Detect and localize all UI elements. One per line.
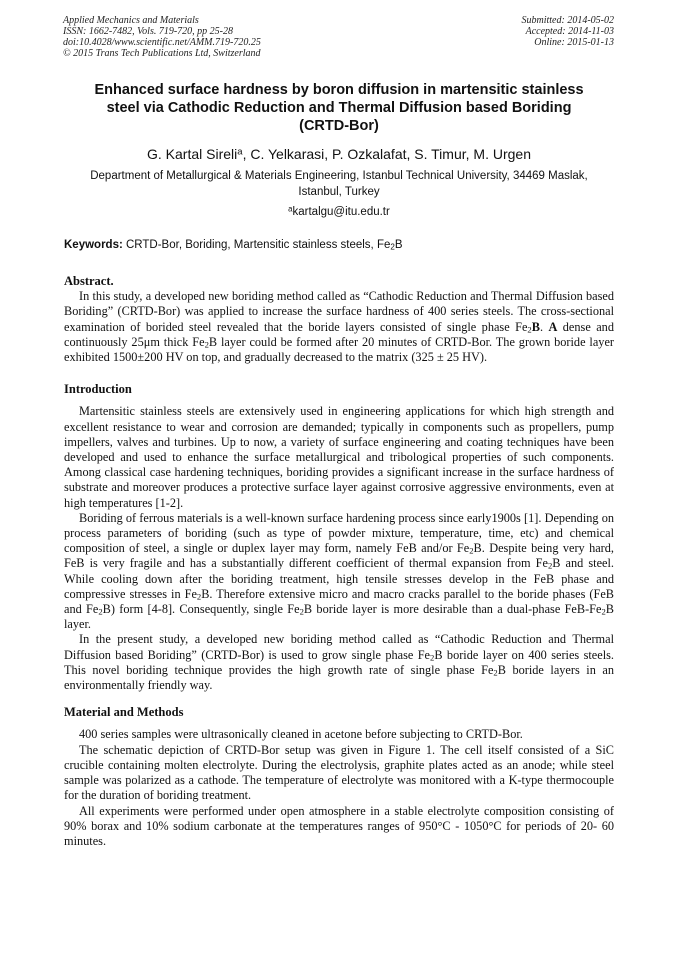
keywords-label: Keywords:	[64, 239, 123, 251]
text-run: In the present study, a developed new boriding method called as “Cathodic Reduction and Thermal Diffusion based Boriding” (CRTD-Bor) is used to grow single phase Fe	[64, 632, 614, 662]
abstract-text	[64, 289, 614, 365]
online-date: Online: 2015-01-13	[534, 37, 614, 48]
subscript: 2	[299, 606, 304, 617]
issn-line: ISSN: 1662-7482, Vols. 719-720, pp 25-28	[63, 26, 233, 37]
subscript: 2	[493, 667, 498, 678]
email-marker: a	[288, 204, 293, 214]
text-run: In this study, a developed new boriding method called as “Cathodic Reduction and Thermal Diffusion based Boriding” (CRTD-Bor) was applied to increase the surface hardness of 400 series steels. The cross-sectional examination of borided steel revealed that the boride layers consisted of single phase Fe	[64, 289, 614, 334]
text-run: dense and continuously 25μm thick Fe	[64, 319, 614, 349]
submitted-date: Submitted: 2014-05-02	[521, 15, 614, 26]
text-run: B. Therefore extensive micro and macro cracks parallel to the boride phases (FeB and Fe	[64, 586, 614, 617]
title-line: Enhanced surface hardness by boron diffusion in martensitic stainless	[94, 82, 584, 98]
coauthor-names: , C. Yelkarasi, P. Ozkalafat, S. Timur, M. Urgen	[242, 146, 531, 162]
text-run: B boride layers in an environmentally friendly way.	[64, 662, 615, 693]
subscript: 2	[469, 545, 474, 556]
copyright-line: © 2015 Trans Tech Publications Ltd, Switzerland	[63, 48, 261, 59]
journal-header	[63, 15, 261, 59]
text-run: .	[539, 319, 549, 334]
text-run: Boriding of ferrous materials is a well-known surface hardening process since early1900s [1]. Depending on process parameters of boriding (such as type of powder mixture, temperature, time, etc) and chemical composition of steel, a single or duplex layer may form, namely FeB and/or Fe	[64, 510, 614, 556]
title-line: (CRTD-Bor)	[299, 118, 379, 134]
paper-body	[64, 274, 614, 849]
affiliation-line: Istanbul, Turkey	[298, 186, 380, 198]
affiliation-marker: a	[237, 146, 243, 158]
accepted-date: Accepted: 2014-11-03	[525, 26, 614, 37]
text-run: B layer.	[64, 602, 614, 632]
introduction-heading: Introduction	[64, 382, 132, 397]
introduction-paragraph	[64, 632, 614, 693]
subscript: 2	[547, 561, 553, 572]
text-run: B boride layer on 400 series steels. This novel boriding technique provides the high growth rate of single phase Fe	[64, 647, 614, 677]
text-run-bold: A	[548, 319, 558, 334]
dates-header	[522, 15, 615, 48]
subscript: 2	[204, 339, 209, 350]
text-run: B. Despite being very hard, FeB is very fragile and has a substantially different coefficient of thermal expansion from Fe	[64, 541, 614, 571]
abstract-heading: Abstract.	[64, 274, 114, 288]
text-run: B layer could be formed after 20 minutes of CRTD-Bor. The grown boride layer exhibited 1500±200 HV on top, and gradually decreased to the matrix (325 ± 25 HV).	[64, 334, 615, 365]
subscript: 2	[98, 606, 103, 617]
journal-name: Applied Mechanics and Materials	[63, 15, 199, 26]
title-line: steel via Cathodic Reduction and Thermal Diffusion based Boriding	[106, 100, 572, 116]
text-run: B and steel. While cooling down after the boriding treatment, high tensile stresses develop in the FeB phase and compressive stresses in Fe	[64, 556, 614, 601]
affiliation	[60, 168, 618, 200]
subscript: 2	[527, 324, 532, 335]
contact-email	[60, 205, 618, 219]
methods-paragraph: The schematic depiction of CRTD-Bor setup was given in Figure 1. The cell itself consisted of a SiC crucible containing molten electrolyte. During the electrolysis, graphite plates acted as an anode; while steel sample was polarized as a cathode. The temperature of electrolyte was monitored with a K-type thermocouple for the duration of boriding treatment.	[64, 742, 614, 803]
methods-heading: Material and Methods	[64, 705, 184, 720]
affiliation-line: Department of Metallurgical & Materials Engineering, Istanbul Technical University, 34469 Maslak,	[90, 170, 588, 182]
introduction-paragraph	[64, 511, 614, 633]
subscript: 2	[601, 606, 606, 617]
doi-line[interactable]: doi:10.4028/www.scientific.net/AMM.719-720.25	[63, 37, 261, 48]
methods-paragraph: All experiments were performed under open atmosphere in a stable electrolyte composition consisting of 90% borax and 10% sodium carbonate at the temperatures ranges of 950°C - 1050°C for periods of 20- 60 minutes.	[64, 803, 614, 848]
keywords-text: CRTD-Bor, Boriding, Martensitic stainless steels, Fe	[122, 239, 391, 251]
subscript: 2	[430, 652, 435, 663]
subscript: 2	[390, 242, 395, 252]
keywords-text-end: B	[394, 239, 403, 251]
author-name: G. Kartal Sireli	[147, 146, 238, 162]
text-run: B) form [4-8]. Consequently, single Fe	[102, 602, 300, 617]
methods-paragraph: 400 series samples were ultrasonically cleaned in acetone before subjecting to CRTD-Bor.	[79, 727, 523, 742]
author-list	[60, 146, 618, 163]
email-address[interactable]: kartalgu@itu.edu.tr	[292, 206, 390, 218]
introduction-paragraph: Martensitic stainless steels are extensively used in engineering applications for which high strength and excellent resistance to wear and corrosion are demanded; typically in components such as propellers, pump impellers, valves and turbines. Up to now, a variety of surface engineering and coating techniques have been developed and used to enhance the surface metallurgical and tribological properties of such components. Among classical case hardening techniques, boriding provides a significant increase in the surface hardness of substrate and moreover produces a protective surface layer against corrosive aggressive environments, even at high temperatures [1-2].	[64, 404, 614, 510]
keywords	[64, 238, 616, 253]
paper-title	[60, 81, 618, 135]
text-run-bold: B	[531, 319, 540, 334]
text-run: B boride layer is more desirable than a dual-phase FeB-Fe	[303, 602, 602, 617]
subscript: 2	[196, 591, 202, 602]
